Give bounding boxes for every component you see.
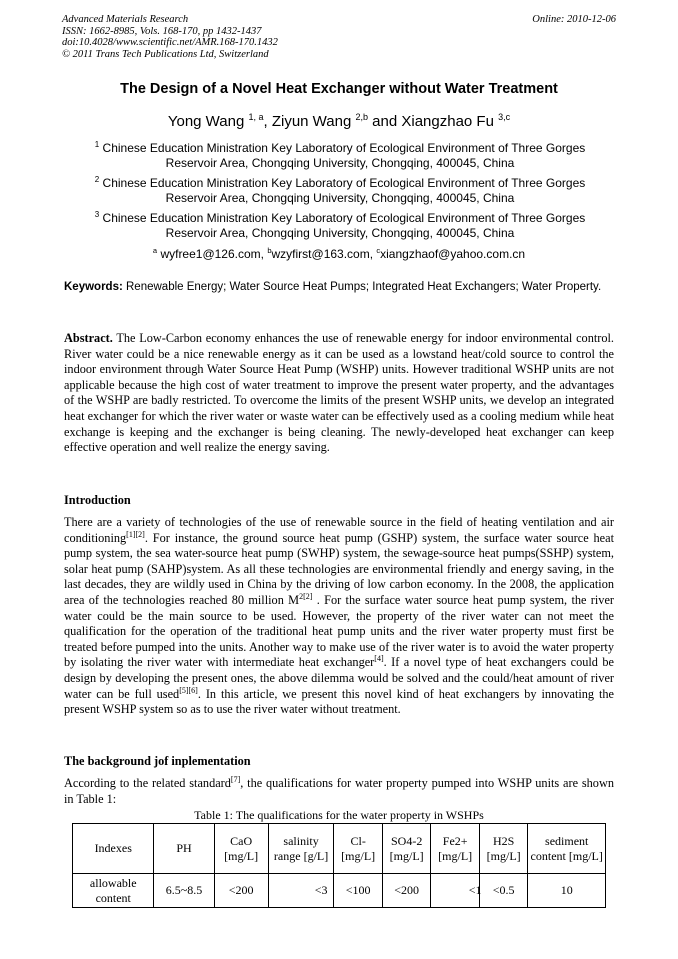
email-link[interactable]: wyfree1@126.com [160,247,261,261]
keywords-label: Keywords: [64,281,123,293]
affiliation-line: Chinese Education Ministration Key Laboratory of Ecological Environment of Three Gorges [102,176,586,190]
affiliation-line: Chinese Education Ministration Key Laboratory of Ecological Environment of Three Gorges [102,211,586,225]
introduction-paragraph [64,515,614,718]
header-cell: PH [154,824,214,874]
email-mark: b [267,246,272,255]
affiliation-3 [60,207,620,241]
table-header-row [73,824,606,874]
section-heading-background: The background jof inplementation [64,754,251,768]
value-cell: 10 [528,874,606,908]
header-cell: Cl- [mg/L] [334,824,383,874]
header-cell: CaO [mg/L] [214,824,268,874]
email-mark: a [152,246,158,255]
row-label-cell: allowable content [73,874,154,908]
affiliation-number: 2 [94,175,100,184]
text-run: According to the related standard [64,776,231,790]
email-link[interactable]: wzyfirst@163.com [271,247,370,261]
journal-name: Advanced Materials Research [62,14,189,25]
affiliation-line: Reservoir Area, Chongqing University, Chongqing, 400045, China [165,226,515,240]
affiliation-number: 1 [94,140,100,149]
text-run: There are a variety of technologies of the use of renewable source in the field of heating ventilation and air conditioning [64,515,614,545]
abstract-label: Abstract. [64,331,113,345]
value-cell: <200 [382,874,431,908]
affiliation-line: Reservoir Area, Chongqing University, Chongqing, 400045, China [165,191,515,205]
header-cell: Fe2+ [mg/L] [431,824,480,874]
affiliation-2 [60,172,620,206]
copyright-line: © 2011 Trans Tech Publications Ltd, Switzerland [62,48,269,60]
author-affiliation-mark: 3,c [498,112,511,122]
journal-header [62,14,278,60]
affiliation-line: Chinese Education Ministration Key Laboratory of Ecological Environment of Three Gorges [102,141,586,155]
citation-link[interactable]: [1][2] [126,529,145,539]
author-separator: , [263,113,272,130]
header-cell: SO4-2 [mg/L] [382,824,431,874]
author-list [0,112,678,130]
email-mark: c [376,246,381,255]
author-name: Xiangzhao Fu [401,113,494,130]
keywords [64,280,614,295]
text-run: . If a novel type of heat exchangers could be design by developing the present ones, the above dilemma would be solved and the could/heat amount of river water can be full used [64,655,615,701]
header-cell: H2S [mg/L] [479,824,528,874]
header-cell: sediment content [mg/L] [528,824,606,874]
author-name: Ziyun Wang [271,113,352,130]
email-link[interactable]: xiangzhaof@yahoo.com.cn [380,247,526,261]
affiliation-number: 3 [94,210,100,219]
header-cell: Indexes [73,824,154,874]
citation-link[interactable]: 2[2] [299,591,313,601]
citation-link[interactable]: [7] [230,774,241,784]
value-cell: 6.5~8.5 [154,874,214,908]
author-affiliation-mark: 1, a [248,112,264,122]
keywords-text: Renewable Energy; Water Source Heat Pumps; Integrated Heat Exchangers; Water Property. [126,281,602,293]
text-run: . In this article, we present this novel kind of heat exchangers by innovating the present WSHP system so as to use the river water without treatment. [64,686,614,717]
paper-title: The Design of a Novel Heat Exchanger without Water Treatment [120,81,558,97]
table-row [73,874,606,908]
section-heading-introduction: Introduction [64,493,131,507]
citation-link[interactable]: [5][6] [179,685,198,695]
doi-line[interactable]: doi:10.4028/www.scientific.net/AMR.168-170.1432 [62,37,278,48]
text-run: . For the surface water source heat pump system, the river water could be the main source to be used. However, the property of the river water can not meet the qualification for the operation of the traditional heat pump units and the river water property must first be treated before pumped into the units. Another way to make use of the river water is to avoid the water property by isolating the river water with intermediate heat exchanger [64,592,614,670]
value-cell: <100 [334,874,383,908]
value-cell [431,874,480,908]
issn-line: ISSN: 1662-8985, Vols. 168-170, pp 1432-1437 [62,25,262,37]
text-run: , the qualifications for water property pumped into WSHP units are shown in Table 1: [64,776,614,806]
email-list: $^a$ wyfree1@126.com, $^b$wzyfirst@163.com, $^c$xiangzhaof@yahoo.com.cn [152,246,526,261]
value-text: <3 [314,883,328,897]
abstract-text: The Low-Carbon economy enhances the use of renewable energy for indoor environmental control. River water could be a nice renewable energy as it can be used as a lowstand heat/cold source to control the indoor environment through Water Source Heat Pump (WSHP) units. However traditional WSHP units are not applicable because the high cost of water treatment to improve the present water property, and the advantages of the WSHP are badly restricted. To overcome the limits of the present WSHP units, we develop an integrated heat exchanger for which the river water or waste water can be effectively used as a cooling medium while heat exchange is keeping and the exchanger is being cleaning. The newly-developed heat exchanger can keep effective operation and well realize the energy saving. [64,331,614,455]
value-text: <1 [468,883,482,897]
author-affiliation-mark: 2,b [355,112,368,122]
author-separator: and [368,113,402,130]
affiliation-1 [60,137,620,171]
value-cell [268,874,334,908]
text-run: . For instance, the ground source heat pump (GSHP) system, the surface water source heat pump system, the sea water-source heat pump (SWHP) system, the sewage-source heat pumps(SSHP) system, solar heat pump (SAHP)system. As all these technologies are environmental friendly and energy saving, in the last decades, they are wildly used in China by the driving of low carbon economy. In the 2008, the application area of the technologies reached 80 million M [64,530,614,607]
value-cell: <200 [214,874,268,908]
background-paragraph [64,776,614,807]
online-date: Online: 2010-12-06 [532,14,616,25]
table-caption: Table 1: The qualifications for the water property in WSHPs [194,808,484,822]
qualification-table [72,823,606,908]
author-name: Yong Wang [167,113,245,130]
value-cell: <0.5 [479,874,528,908]
header-cell: salinity range [g/L] [268,824,334,874]
affiliation-line: Reservoir Area, Chongqing University, Chongqing, 400045, China [165,156,515,170]
abstract [64,331,614,456]
citation-link[interactable]: [4] [374,654,384,664]
